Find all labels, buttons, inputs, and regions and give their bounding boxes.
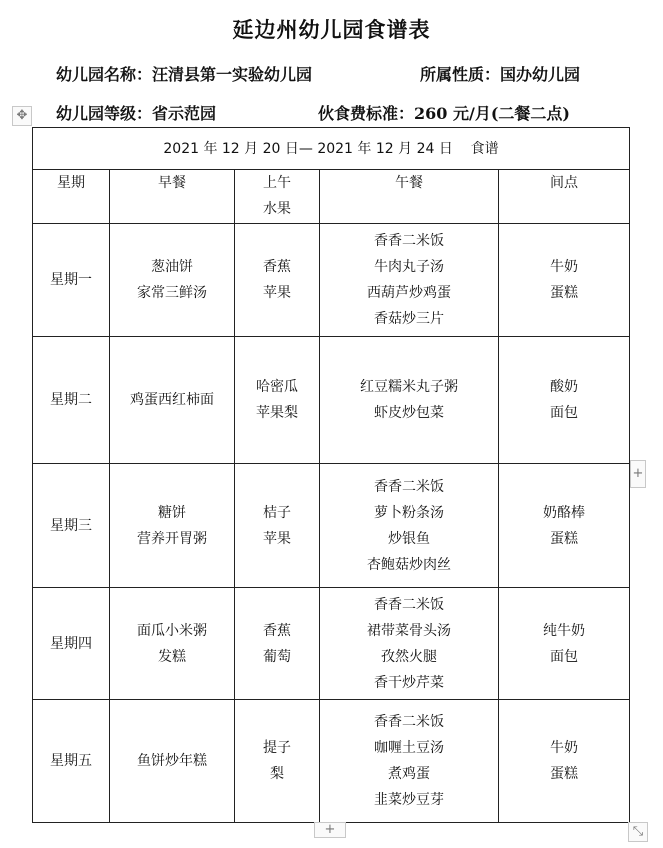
fruit-cell	[235, 224, 320, 337]
affiliation-value: 国办幼儿园	[500, 65, 581, 84]
lunch-cell	[320, 337, 499, 464]
breakfast-item: 葱油饼	[151, 259, 193, 275]
day-cell: 星期三	[33, 464, 110, 588]
affiliation	[420, 62, 580, 85]
diagonal-resize-icon[interactable]: ⤡	[628, 822, 648, 842]
snack-item: 牛奶	[550, 740, 579, 756]
snack-item: 蛋糕	[550, 285, 579, 301]
breakfast-cell	[110, 337, 235, 464]
lunch-item: 裙带菜骨头汤	[367, 622, 451, 639]
fruit-cell	[235, 700, 320, 823]
fruit-item: 葡萄	[263, 648, 291, 665]
table-row	[33, 464, 630, 588]
day-cell: 星期五	[33, 700, 110, 823]
breakfast-cell	[110, 224, 235, 337]
snack-cell	[499, 337, 630, 464]
breakfast-item: 发糕	[158, 648, 186, 665]
kindergarten-level	[56, 101, 216, 124]
header-snack: 间点	[499, 170, 630, 224]
fruit-item: 提子	[263, 740, 291, 756]
breakfast-item: 面瓜小米粥	[137, 622, 207, 639]
breakfast-item: 鱼饼炒年糕	[137, 753, 207, 769]
table-row	[33, 337, 630, 464]
header-fruit-line: 上午	[263, 175, 291, 191]
table-caption: 2021 年 12 月 20 日— 2021 年 12 月 24 日 食谱	[33, 128, 630, 170]
table-row	[33, 700, 630, 823]
fruit-cell	[235, 337, 320, 464]
snack-item: 蛋糕	[550, 766, 579, 782]
fruit-item: 苹果	[263, 530, 291, 547]
snack-item: 酸奶	[550, 379, 579, 395]
fee-label: 伙食费标准：	[318, 104, 415, 123]
lunch-item: 韭菜炒豆芽	[374, 792, 444, 808]
snack-cell	[499, 464, 630, 588]
fruit-cell	[235, 588, 320, 700]
fruit-item: 哈密瓜	[256, 379, 298, 395]
snack-item: 面包	[550, 405, 579, 421]
snack-cell	[499, 224, 630, 337]
breakfast-cell	[110, 588, 235, 700]
snack-item: 面包	[550, 648, 579, 665]
menu-table	[32, 127, 630, 823]
day-cell: 星期一	[33, 224, 110, 337]
lunch-item: 虾皮炒包菜	[374, 405, 444, 421]
fruit-item: 苹果梨	[256, 405, 298, 421]
lunch-item: 煮鸡蛋	[388, 766, 430, 782]
table-row	[33, 588, 630, 700]
snack-cell	[499, 588, 630, 700]
plus-icon[interactable]: +	[314, 822, 346, 838]
lunch-cell	[320, 588, 499, 700]
header-day: 星期	[33, 170, 110, 224]
snack-cell	[499, 700, 630, 823]
meal-fee	[318, 101, 570, 124]
affiliation-label: 所属性质：	[420, 65, 501, 84]
snack-item: 纯牛奶	[543, 622, 586, 639]
fruit-item: 香蕉	[263, 622, 291, 639]
lunch-item: 香干炒芹菜	[374, 674, 444, 691]
lunch-item: 牛肉丸子汤	[374, 259, 444, 275]
header-breakfast: 早餐	[110, 170, 235, 224]
lunch-cell	[320, 464, 499, 588]
kindergarten-name-label: 幼儿园名称：	[56, 65, 153, 84]
breakfast-item: 营养开胃粥	[137, 530, 207, 547]
lunch-item: 咖喱土豆汤	[374, 740, 444, 756]
lunch-item: 红豆糯米丸子粥	[360, 379, 458, 395]
table-row	[33, 224, 630, 337]
table-caption-row	[33, 128, 630, 170]
lunch-cell	[320, 700, 499, 823]
header-fruit-line: 水果	[263, 201, 291, 217]
level-value: 省示范园	[152, 104, 217, 123]
fruit-item: 苹果	[263, 285, 291, 301]
fruit-item: 桔子	[263, 504, 291, 521]
snack-item: 奶酪棒	[543, 504, 586, 521]
lunch-item: 杏鲍菇炒肉丝	[367, 556, 451, 573]
breakfast-item: 糖饼	[158, 504, 186, 521]
breakfast-cell	[110, 464, 235, 588]
day-cell: 星期二	[33, 337, 110, 464]
level-label: 幼儿园等级：	[56, 104, 153, 123]
fruit-item: 梨	[270, 766, 284, 782]
lunch-item: 香香二米饭	[374, 233, 444, 249]
fee-value: 260 元/月(二餐二点)	[414, 104, 570, 123]
header-lunch: 午餐	[320, 170, 499, 224]
lunch-cell	[320, 224, 499, 337]
lunch-item: 香香二米饭	[374, 714, 444, 730]
lunch-item: 香香二米饭	[374, 478, 444, 495]
lunch-item: 萝卜粉条汤	[374, 504, 444, 521]
lunch-item: 香菇炒三片	[374, 311, 444, 327]
lunch-item: 孜然火腿	[381, 648, 437, 665]
table-header-row	[33, 170, 630, 224]
lunch-item: 炒银鱼	[388, 530, 430, 547]
lunch-item: 香香二米饭	[374, 596, 444, 613]
breakfast-item: 家常三鲜汤	[137, 285, 207, 301]
fruit-cell	[235, 464, 320, 588]
kindergarten-name-value: 汪清县第一实验幼儿园	[152, 65, 313, 84]
snack-item: 蛋糕	[550, 530, 579, 547]
breakfast-item: 鸡蛋西红柿面	[130, 392, 214, 408]
day-cell: 星期四	[33, 588, 110, 700]
snack-item: 牛奶	[550, 259, 579, 275]
kindergarten-name	[56, 62, 312, 85]
page-title: 延边州幼儿园食谱表	[232, 17, 431, 42]
breakfast-cell	[110, 700, 235, 823]
lunch-item: 西葫芦炒鸡蛋	[367, 285, 451, 301]
fruit-item: 香蕉	[263, 259, 291, 275]
move-arrows-icon[interactable]: ✥	[12, 106, 32, 126]
plus-icon[interactable]: +	[630, 460, 646, 488]
header-fruit	[235, 170, 320, 224]
